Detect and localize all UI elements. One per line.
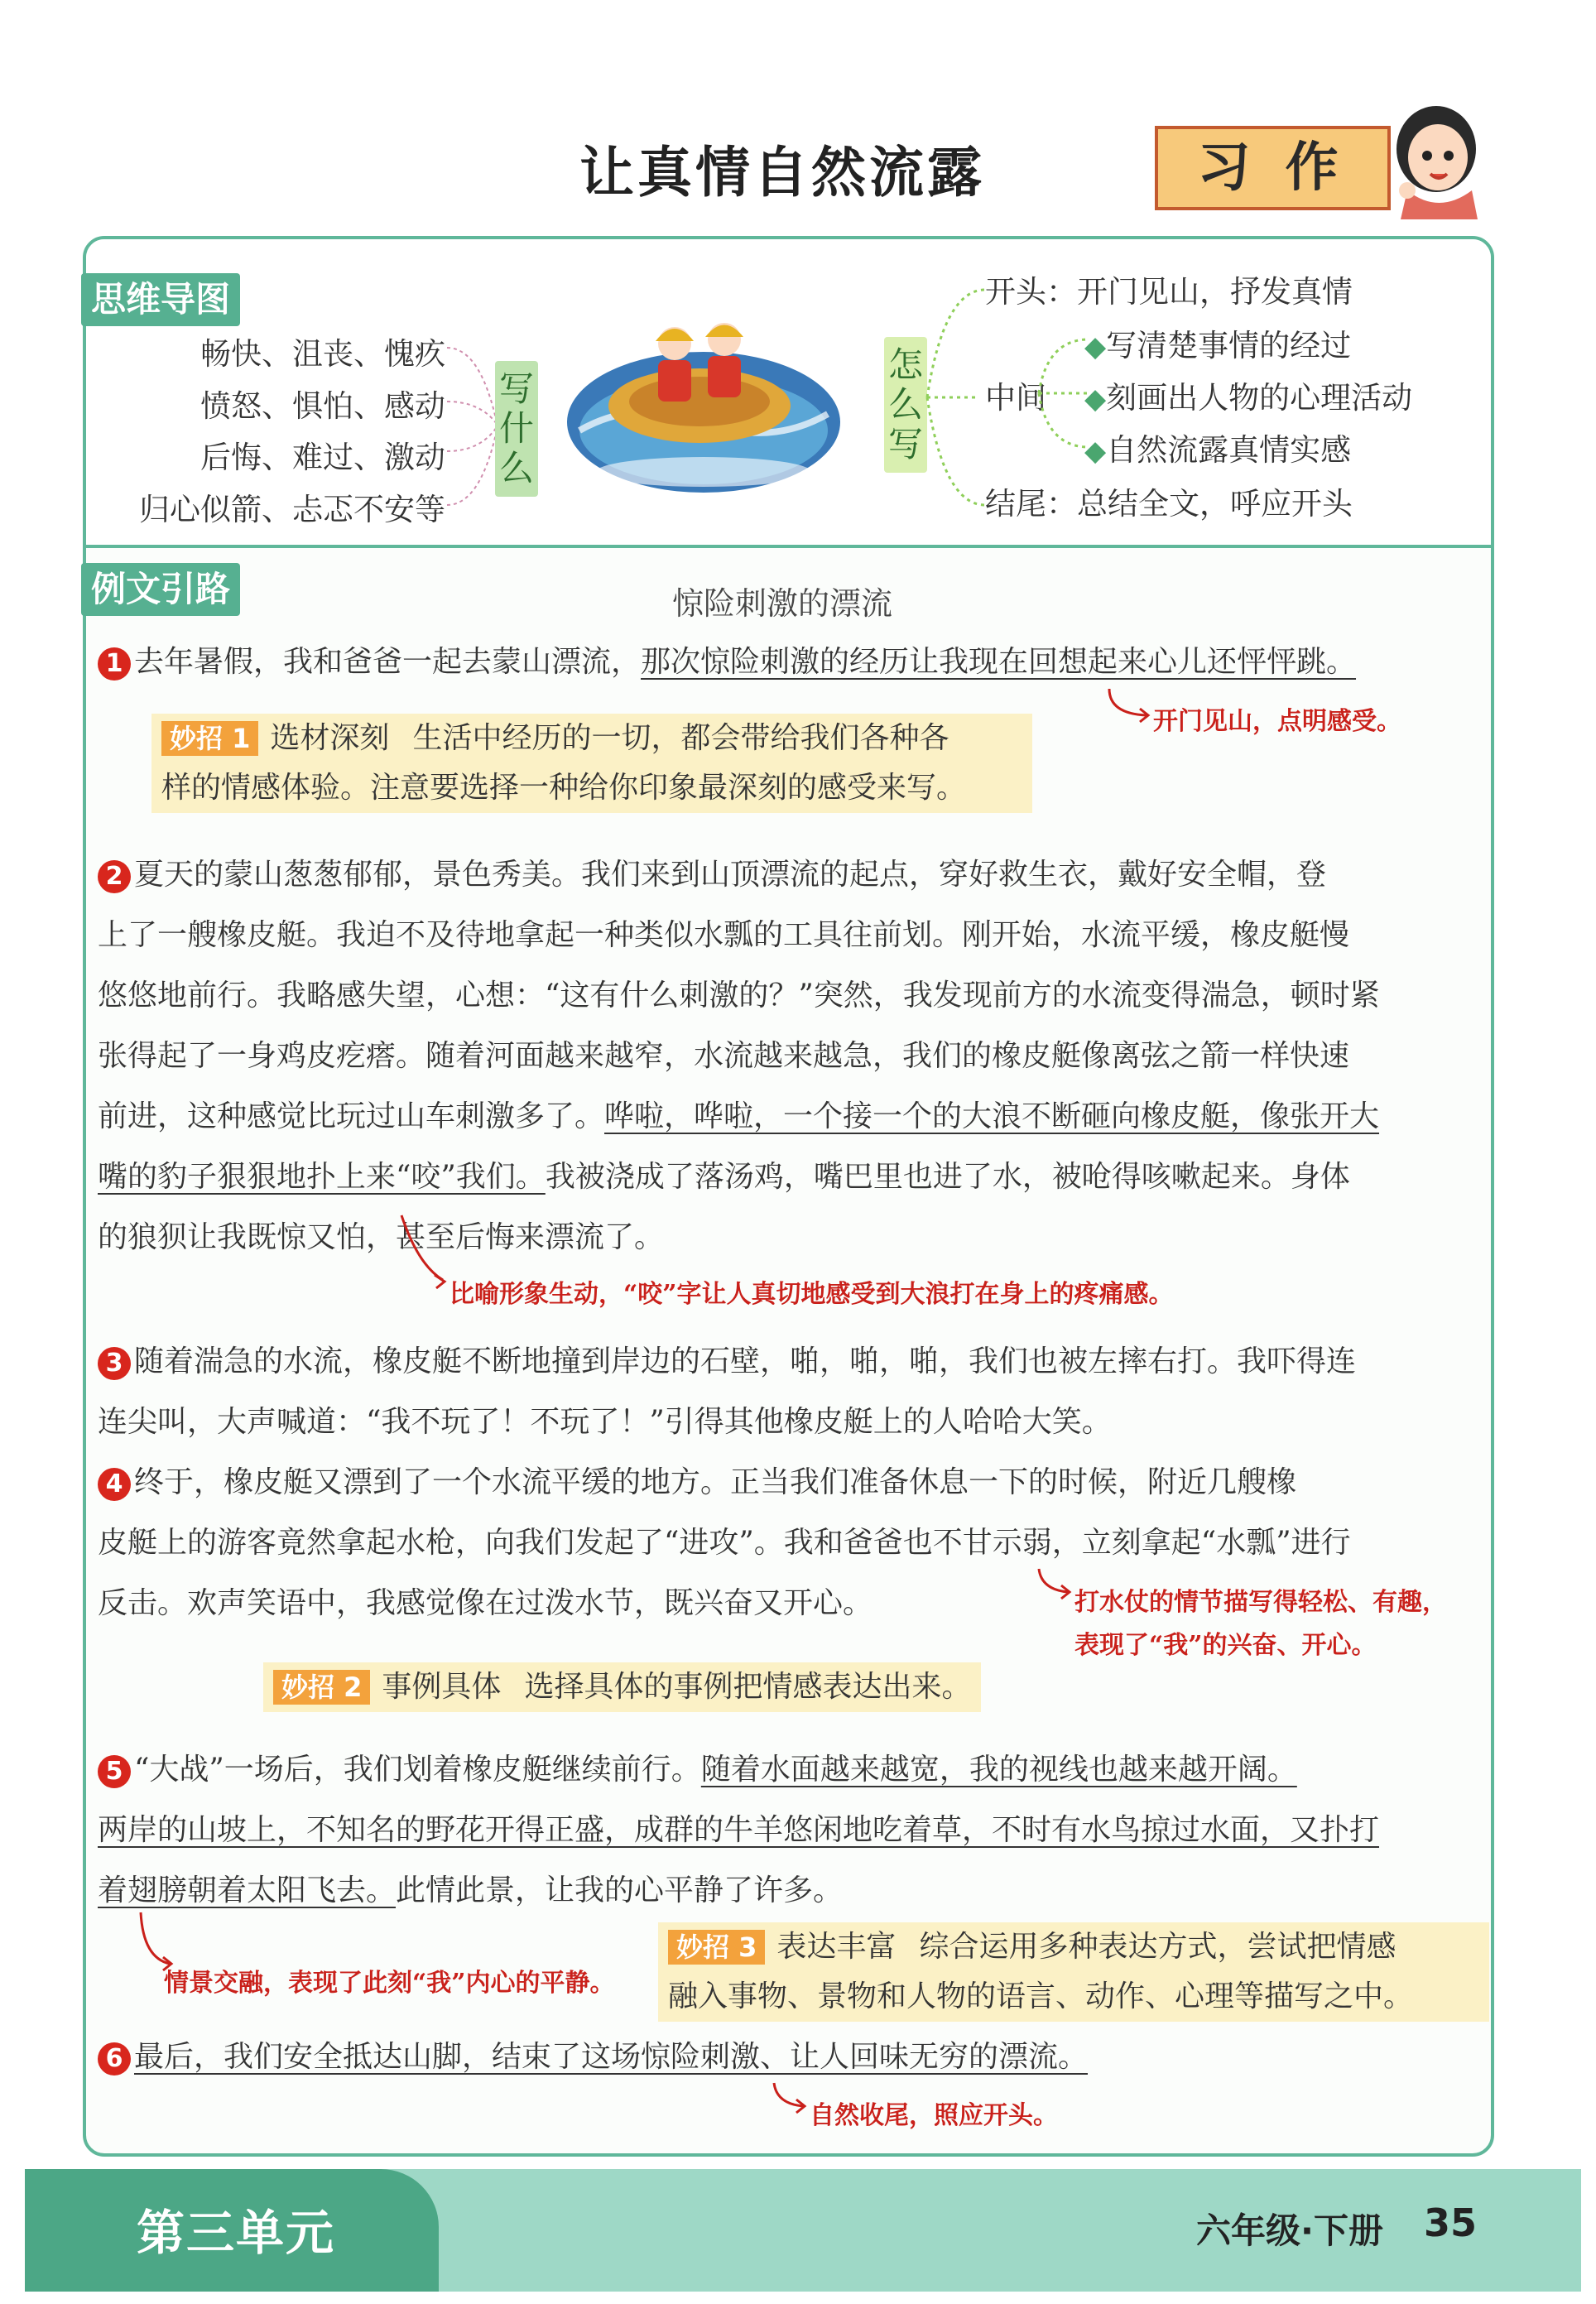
annotation-note: 情景交融，表现了此刻“我”内心的平静。	[164, 1969, 615, 1998]
page-number: 35	[1424, 2201, 1478, 2245]
annotation-arrow	[1035, 1569, 1076, 1602]
paragraph-number: 1	[98, 647, 131, 681]
section-tag: 习作	[1155, 126, 1391, 210]
tip-label: 妙招 1	[161, 721, 258, 756]
diamond-icon: ◆	[1084, 330, 1107, 363]
tip-box-2: 妙招 2 事例具体 选择具体的事例把情感表达出来。	[263, 1662, 981, 1712]
paragraph-number: 5	[98, 1755, 131, 1788]
paragraph-3: 3 随着湍急的水流，橡皮艇不断地撞到岸边的石壁，啪，啪，啪，我们也被左摔右打。我吓得连 连尖叫，大声喊道：“我不玩了！不玩了！”引得其他橡皮艇上的人哈哈大笑。	[98, 1344, 1357, 1439]
middle-item: ◆刻画出人物的心理活动	[1084, 380, 1413, 416]
paragraph-6: 6 最后，我们安全抵达山脚，结束了这场惊险刺激、让人回味无穷的漂流。	[98, 2027, 1475, 2087]
annotation-arrow	[401, 1215, 451, 1290]
opening-item: 开头：开门见山，抒发真情	[985, 274, 1353, 310]
emotion-list-item: 归心似箭、忐忑不安等	[139, 492, 445, 527]
annotation-note: 开门见山，点明感受。	[1153, 707, 1401, 736]
section-divider	[86, 545, 1491, 548]
annotation-arrow	[1105, 689, 1155, 726]
teacher-illustration	[1374, 91, 1498, 219]
grade-label: 六年级·下册	[1196, 2210, 1383, 2251]
paragraph-5: 5 “大战”一场后，我们划着橡皮艇继续前行。随着水面越来越宽，我的视线也越来越开阔。 两岸的山坡上，不知名的野花开得正盛，成群的牛羊悠闲地吃着草，不时有水鸟掠过水面，又扑打 着翅膀朝着太阳飞去。此情此景，让我的心平静了许多。	[98, 1753, 1380, 1907]
middle-item: ◆写清楚事情的经过	[1084, 328, 1352, 363]
diamond-icon: ◆	[1084, 382, 1107, 416]
paragraph-2: 2 夏天的蒙山葱葱郁郁，景色秀美。我们来到山顶漂流的起点，穿好救生衣，戴好安全帽，登 上了一艘橡皮艇。我迫不及待地拿起一种类似水瓢的工具往前划。刚开始，水流平缓，橡皮艇慢 悠悠地前行。我略感失望，心想：“这有什么刺激的？”突然，我发现前方的水流变得湍急，顿时紧 张得起了一身鸡皮疙瘩。随着河面越来越窄，水流越来越急，我们的橡皮艇像离弦之箭一样快速 前进，这种感觉比玩过山车刺激多了。哗啦，哗啦，一个接一个的大浪不断砸向橡皮艇，像张开大 嘴的豹子狠狠地扑上来“咬”我们。我被浇成了落汤鸡，嘴巴里也进了水，被呛得咳嗽起来。身体 的狼狈让我既惊又怕，甚至后悔来漂流了。	[98, 858, 1380, 1254]
page-title: 让真情自然流露	[579, 141, 985, 204]
tip-label: 妙招 3	[668, 1930, 765, 1965]
annotation-note: 打水仗的情节描写得轻松、有趣，	[1074, 1588, 1447, 1617]
how-to-write-box: 怎么写	[884, 337, 927, 473]
essay-title: 惊险刺激的漂流	[671, 585, 892, 622]
paragraph-number: 4	[98, 1468, 131, 1501]
mind-map-label: 思维导图	[81, 273, 240, 326]
annotation-note: 表现了“我”的兴奋、开心。	[1074, 1631, 1377, 1660]
example-label: 例文引路	[81, 563, 240, 616]
middle-label: 中间	[985, 380, 1046, 416]
paragraph-number: 2	[98, 860, 131, 893]
what-to-write-box: 写什么	[495, 361, 538, 497]
emotion-list-item: 愤怒、惧怕、感动	[200, 388, 445, 424]
paragraph-1: 1 去年暑假，我和爸爸一起去蒙山漂流，那次惊险刺激的经历让我现在回想起来心儿还怦怦跳。	[98, 632, 1475, 692]
tip-box-1: 妙招 1 选材深刻 生活中经历的一切，都会带给我们各种各 样的情感体验。注意要选择一种给你印象最深刻的感受来写。	[151, 714, 1032, 813]
diamond-icon: ◆	[1084, 435, 1107, 468]
annotation-note: 自然收尾，照应开头。	[810, 2101, 1058, 2130]
tip-label: 妙招 2	[273, 1670, 370, 1705]
emotion-list-item: 后悔、难过、激动	[200, 440, 445, 475]
middle-item: ◆自然流露真情实感	[1084, 432, 1352, 468]
ending-item: 结尾：总结全文，呼应开头	[985, 486, 1353, 522]
paragraph-number: 3	[98, 1347, 131, 1380]
rafting-illustration	[563, 306, 844, 497]
annotation-note: 比喻形象生动，“咬”字让人真切地感受到大浪打在身上的疼痛感。	[449, 1280, 1174, 1309]
tip-box-3: 妙招 3 表达丰富 综合运用多种表达方式，尝试把情感 融入事物、景物和人物的语言、动作、心理等描写之中。	[658, 1922, 1489, 2022]
annotation-arrow	[770, 2083, 811, 2116]
emotion-list-item: 畅快、沮丧、愧疚	[200, 336, 445, 372]
unit-label: 第三单元	[137, 2205, 336, 2261]
paragraph-number: 6	[98, 2042, 131, 2076]
paragraph-4: 4 终于，橡皮艇又漂到了一个水流平缓的地方。正当我们准备休息一下的时候，附近几艘橡 皮艇上的游客竟然拿起水枪，向我们发起了“进攻”。我和爸爸也不甘示弱，立刻拿起“水瓢”进行 反击。欢声笑语中，我感觉像在过泼水节，既兴奋又开心。	[98, 1465, 1351, 1620]
